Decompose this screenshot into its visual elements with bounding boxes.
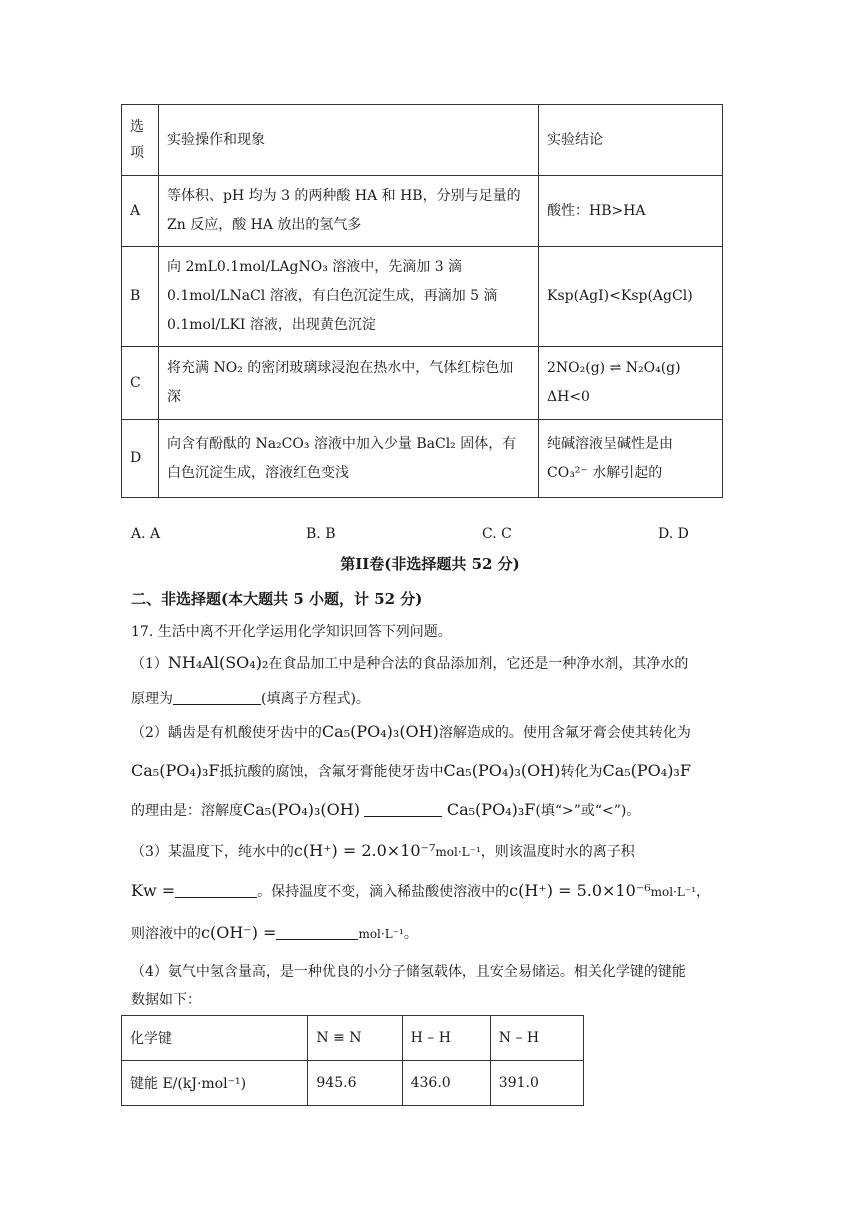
q17-part3-line3: 则溶液中的c(OH⁻) = mol·L⁻¹。: [131, 923, 418, 942]
table-row: [122, 247, 723, 347]
q17-part3-line1: （3）某温度下，纯水中的c(H⁺) = 2.0×10⁻⁷mol·L⁻¹，则该温度时水的离子积: [131, 841, 635, 860]
answer-blank[interactable]: [173, 690, 261, 705]
row-conclusion: 纯碱溶液呈碱性是由 CO₃²⁻ 水解引起的: [539, 420, 723, 498]
header-operation: 实验操作和现象: [159, 105, 539, 176]
row-conclusion: Ksp(AgI)<Ksp(AgCl): [539, 247, 723, 347]
row-operation: 等体积、pH 均为 3 的两种酸 HA 和 HB，分别与足量的 Zn 反应，酸 HA 放出的氢气多: [159, 176, 539, 247]
row-conclusion: 酸性：HB>HA: [539, 176, 723, 247]
q17-part2-line3: 的理由是：溶解度Ca₅(PO₄)₃(OH) Ca₅(PO₄)₃F(填“>”或“<”)。: [131, 800, 641, 819]
row-option: C: [122, 347, 159, 420]
formula: c(H⁺) = 2.0×10⁻⁷: [293, 841, 436, 860]
section-title: 第II卷(非选择题共 52 分): [340, 555, 520, 573]
bond-header-row: [122, 1016, 584, 1061]
bond-value: 436.0: [402, 1061, 490, 1106]
choice-a[interactable]: A. A: [131, 526, 161, 542]
formula: Ca₅(PO₄)₃F: [131, 761, 220, 780]
table-row: [122, 347, 723, 420]
formula: Ca₅(PO₄)₃(OH): [443, 761, 561, 780]
choice-c[interactable]: C. C: [482, 526, 512, 542]
header-conclusion: 实验结论: [539, 105, 723, 176]
answer-blank[interactable]: [276, 925, 358, 940]
q17-part4-line2: 数据如下：: [131, 992, 201, 1008]
table-row: [122, 176, 723, 247]
q17-part2-line1: （2）龋齿是有机酸使牙齿中的Ca₅(PO₄)₃(OH)溶解造成的。使用含氟牙膏会使其转化为: [131, 722, 691, 741]
experiment-table: [121, 104, 723, 498]
formula: Kw =: [131, 881, 176, 900]
bond-value-row: [122, 1061, 584, 1106]
choice-b[interactable]: B. B: [306, 526, 336, 542]
q17-part1-line1: （1）NH₄Al(SO₄)₂在食品加工中是种合法的食品添加剂，它还是一种净水剂，其净水的: [131, 653, 689, 672]
choice-d[interactable]: D. D: [658, 526, 689, 542]
row-conclusion: 2NO₂(g) ⇌ N₂O₄(g) ΔH<0: [539, 347, 723, 420]
row-operation: 向含有酚酞的 Na₂CO₃ 溶液中加入少量 BaCl₂ 固体，有 白色沉淀生成，溶液红色变浅: [159, 420, 539, 498]
q17-part3-line2: Kw = 。保持温度不变，滴入稀盐酸使溶液中的c(H⁺) = 5.0×10⁻⁶mol·L⁻¹，: [131, 881, 711, 900]
table-header-row: [122, 105, 723, 176]
formula: Ca₅(PO₄)₃F: [602, 761, 691, 780]
formula: Ca₅(PO₄)₃(OH): [243, 800, 360, 819]
row-option: A: [122, 176, 159, 247]
bond-header: 化学键: [122, 1016, 308, 1061]
row-operation: 将充满 NO₂ 的密闭玻璃球浸泡在热水中，气体红棕色加 深: [159, 347, 539, 420]
formula: c(OH⁻) =: [201, 923, 277, 942]
question-stem: 17. 生活中离不开化学运用化学知识回答下列问题。: [131, 624, 452, 640]
bond-header: H – H: [402, 1016, 490, 1061]
header-option: 选 项: [122, 105, 159, 176]
q17-part4-line1: （4）氨气中氢含量高，是一种优良的小分子储氢载体，且安全易储运。相关化学键的键能: [131, 964, 686, 980]
formula: Ca₅(PO₄)₃F: [446, 800, 536, 819]
row-operation: 向 2mL0.1mol/LAgNO₃ 溶液中，先滴加 3 滴 0.1mol/LNaCl 溶液，有白色沉淀生成，再滴加 5 滴 0.1mol/LKI 溶液，出现黄色沉淀: [159, 247, 539, 347]
bond-header: N – H: [490, 1016, 583, 1061]
answer-blank[interactable]: [364, 802, 442, 817]
answer-blank[interactable]: [175, 883, 257, 898]
bond-value: 945.6: [308, 1061, 402, 1106]
formula: c(H⁺) = 5.0×10⁻⁶: [509, 881, 651, 900]
q17-part1-line2: 原理为 (填离子方程式)。: [131, 691, 370, 707]
bond-value: 391.0: [490, 1061, 583, 1106]
row-option: B: [122, 247, 159, 347]
q17-part2-line2: Ca₅(PO₄)₃F抵抗酸的腐蚀，含氟牙膏能使牙齿中Ca₅(PO₄)₃(OH)转化为Ca₅(PO₄)₃F: [131, 761, 691, 780]
table-row: [122, 420, 723, 498]
bond-energy-table: [121, 1015, 584, 1106]
formula: NH₄Al(SO₄)₂: [167, 653, 269, 672]
formula: Ca₅(PO₄)₃(OH): [321, 722, 439, 741]
bond-header: N ≡ N: [308, 1016, 402, 1061]
row-option: D: [122, 420, 159, 498]
bond-row-label: 键能 E/(kJ·mol⁻¹): [122, 1061, 308, 1106]
part-title: 二、非选择题(本大题共 5 小题，计 52 分): [131, 590, 423, 608]
